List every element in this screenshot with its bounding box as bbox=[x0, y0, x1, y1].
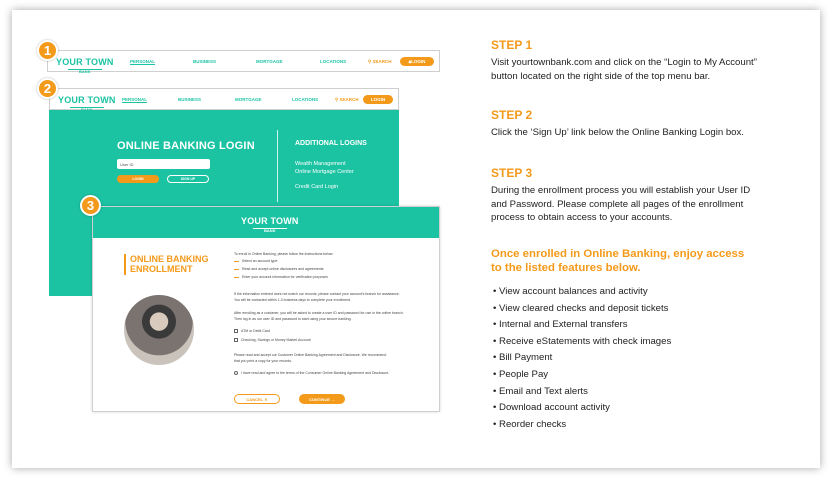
logo-text: YOUR TOWN bbox=[56, 57, 114, 67]
arrow-right-icon: → bbox=[329, 396, 335, 402]
list-item: • Bill Payment bbox=[493, 352, 553, 364]
step2-text bbox=[491, 126, 744, 140]
list-item: • View account balances and activity bbox=[493, 286, 648, 297]
step1-text bbox=[491, 56, 757, 83]
step3-text bbox=[491, 184, 750, 225]
search-label: SEARCH bbox=[372, 59, 392, 64]
search-link[interactable] bbox=[368, 59, 392, 65]
list-item: • Reorder checks bbox=[493, 418, 567, 430]
enrollment-step-1: Select an account type bbox=[242, 259, 278, 263]
nav-personal[interactable]: PERSONAL bbox=[122, 97, 148, 102]
option-checkbox-card[interactable] bbox=[234, 329, 238, 333]
logo-text: YOUR TOWN bbox=[58, 95, 116, 105]
close-icon: ✕ bbox=[263, 396, 268, 402]
features-heading bbox=[491, 247, 744, 275]
nav-business[interactable]: BUSINESS bbox=[193, 59, 217, 64]
features-list bbox=[493, 284, 671, 433]
login-label: LOGIN bbox=[411, 59, 426, 64]
sign-up-button[interactable]: SIGN UP bbox=[167, 175, 209, 183]
step3-line2: and Password. Please complete all pages of the enrollment bbox=[491, 198, 744, 210]
agreement-text-2: that you print a copy for your records. bbox=[234, 359, 292, 363]
login-button[interactable] bbox=[363, 95, 393, 104]
cancel-label: CANCEL bbox=[246, 396, 264, 402]
enrollment-title bbox=[124, 254, 209, 275]
step3-line3: process to obtain access to your accounts. bbox=[491, 212, 673, 223]
option-label-card: ATM or Debit Card bbox=[241, 329, 270, 333]
enrollment-step-3: Enter your account information for verification purposes bbox=[242, 275, 328, 279]
list-item: • Internal and External transfers bbox=[493, 319, 628, 331]
divider bbox=[277, 130, 278, 202]
search-label: SEARCH bbox=[339, 97, 359, 102]
list-item: • People Pay bbox=[493, 368, 549, 380]
list-item: • Email and Text alerts bbox=[493, 385, 588, 397]
step3-enrollment-screen bbox=[92, 206, 440, 412]
credit-card-login-link[interactable]: Credit Card Login bbox=[295, 184, 339, 190]
arrow-icon bbox=[234, 269, 239, 270]
step3-line1: During the enrollment process you will establish your User ID bbox=[491, 185, 751, 196]
agree-radio[interactable] bbox=[234, 371, 238, 375]
agreement-text: Please read and accept our Customer Online Banking Agreement and Disclosure. We recommend bbox=[234, 353, 387, 357]
agree-label: I have read and agree to the terms of the Consumer Online Banking Agreement and Disclosure. bbox=[241, 371, 390, 375]
logo-text: YOUR TOWN bbox=[241, 216, 299, 226]
step2-nav-bar bbox=[49, 88, 399, 113]
list-item: • Download account activity bbox=[493, 402, 610, 414]
step-badge-3: 3 bbox=[80, 195, 101, 216]
login-box-title: ONLINE BANKING LOGIN bbox=[117, 140, 255, 152]
arrow-icon bbox=[234, 261, 239, 262]
search-icon: ⚲ bbox=[335, 97, 340, 102]
step1-title: STEP 1 bbox=[491, 38, 533, 52]
customer-photo bbox=[124, 295, 194, 365]
login-button[interactable] bbox=[400, 57, 434, 66]
cancel-button[interactable] bbox=[234, 394, 280, 404]
nav-locations[interactable]: LOCATIONS bbox=[292, 97, 319, 102]
enrollment-title-line2: ENROLLMENT bbox=[130, 264, 193, 275]
step2-title: STEP 2 bbox=[491, 108, 533, 122]
step2-line1: Click the ‘Sign Up’ link below the Online Banking Login box. bbox=[491, 127, 744, 138]
features-heading-line2: to the listed features below. bbox=[491, 262, 641, 274]
step1-line2: button located on the right side of the top menu bar. bbox=[491, 70, 711, 82]
additional-logins-title: ADDITIONAL LOGINS bbox=[295, 140, 367, 147]
login-label: LOGIN bbox=[370, 97, 386, 102]
nav-locations[interactable]: LOCATIONS bbox=[320, 59, 347, 64]
step-badge-2: 2 bbox=[37, 78, 58, 99]
bank-logo bbox=[241, 213, 299, 233]
features-heading-line1: Once enrolled in Online Banking, enjoy access bbox=[491, 248, 745, 260]
search-icon: ⚲ bbox=[368, 59, 373, 64]
enrollment-para2b: Then log in as our user ID and password to start using your secure banking. bbox=[234, 317, 352, 321]
enrollment-para1b: You will be contacted within 1-3 business days to complete your enrollment. bbox=[234, 298, 351, 302]
arrow-icon bbox=[234, 277, 239, 278]
step3-title: STEP 3 bbox=[491, 166, 533, 180]
step1-line1: Visit yourtownbank.com and click on the “Login to My Account” bbox=[491, 57, 757, 68]
option-label-account: Checking, Savings or Money Market Account bbox=[241, 338, 311, 342]
enrollment-para2: After enrolling as a customer, you will be asked to create a user ID and password for use in the online branch. bbox=[234, 311, 404, 315]
nav-personal[interactable]: PERSONAL bbox=[130, 59, 156, 64]
logo-subtext: BANK bbox=[68, 69, 103, 74]
continue-button[interactable] bbox=[299, 394, 345, 404]
option-checkbox-account[interactable] bbox=[234, 338, 238, 342]
wealth-management-link[interactable]: Wealth Management bbox=[295, 161, 346, 167]
list-item: • View cleared checks and deposit tickets bbox=[493, 302, 669, 314]
user-id-input[interactable]: User ID bbox=[117, 159, 210, 169]
logo-subtext: BANK bbox=[253, 228, 288, 233]
enrollment-title-line1: ONLINE BANKING bbox=[130, 254, 209, 264]
enrollment-step-2: Read and accept online disclosures and agreements bbox=[242, 267, 324, 271]
logo-subtext: BANK bbox=[70, 107, 105, 112]
list-item: • Receive eStatements with check images bbox=[493, 335, 672, 347]
nav-mortgage[interactable]: MORTGAGE bbox=[235, 97, 262, 102]
enrollment-intro: To enroll in Online Banking, please follow the instructions below: bbox=[234, 252, 334, 256]
login-submit-button[interactable]: LOGIN bbox=[117, 175, 159, 183]
search-link[interactable] bbox=[335, 97, 359, 103]
enrollment-para1: If the information entered does not match our records, please contact your account's branch for assistance. bbox=[234, 292, 400, 296]
online-mortgage-link[interactable]: Online Mortgage Center bbox=[295, 169, 354, 175]
nav-mortgage[interactable]: MORTGAGE bbox=[256, 59, 283, 64]
step1-nav-bar bbox=[47, 50, 440, 75]
step-badge-1: 1 bbox=[37, 40, 58, 61]
enrollment-header bbox=[93, 207, 439, 238]
nav-business[interactable]: BUSINESS bbox=[178, 97, 202, 102]
continue-label: CONTINUE bbox=[308, 396, 330, 402]
lock-icon: 🔒︎ bbox=[408, 59, 412, 64]
